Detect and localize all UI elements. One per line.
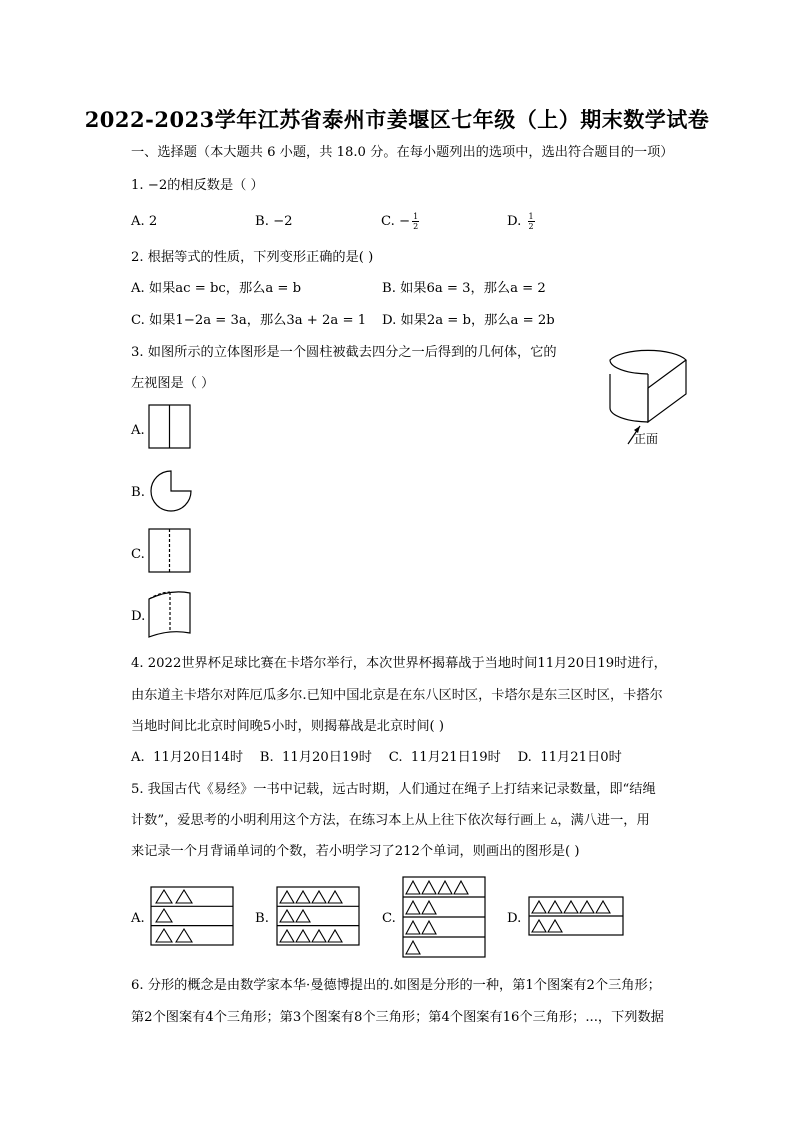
front-view-label: 正面 (634, 432, 659, 446)
q1-option-d (507, 212, 535, 232)
exam-title: 2022-2023学年江苏省泰州市姜堰区七年级（上）期末数学试卷 (84, 107, 710, 132)
q5-option-d-figure (528, 896, 626, 938)
q1-stem: 1. −2的相反数是（ ） (131, 178, 264, 193)
q4-stem-line1: 4. 2022世界杯足球比赛在卡塔尔举行，本次世界杯揭幕战于当地时间11月20日19时进行， (131, 656, 667, 671)
q3-option-a-label: A. (131, 423, 145, 438)
q5-option-c-label: C. (382, 911, 396, 926)
q3-option-b-label: B. (131, 485, 145, 500)
fraction-numerator: 1 (413, 212, 419, 221)
q4-options: A. 11月20日14时 B. 11月20日19时 C. 11月21日19时 D. 11月21日0时 (131, 750, 622, 765)
fraction-numerator: 1 (528, 212, 534, 221)
q3-option-c-label: C. (131, 547, 145, 562)
section-heading: 一、选择题（本大题共 6 小题，共 18.0 分。在每小题列出的选项中，选出符合题目的一项） (131, 145, 674, 160)
q1-option-c-label: C. − (381, 214, 411, 229)
q4-stem-line3: 当地时间比北京时间晚5小时，则揭幕战是北京时间( ) (131, 719, 444, 734)
q5-stem-line3: 来记录一个月背诵单词的个数，若小明学习了212个单词，则画出的图形是( ) (131, 844, 580, 859)
q2-option-d: D. 如果2a = b，那么a = 2b (382, 313, 555, 328)
q5-option-b-label: B. (255, 911, 269, 926)
q6-stem-line2: 第2个图案有4个三角形；第3个图案有8个三角形；第4个图案有16个三角形；...，下列数据 (131, 1010, 664, 1025)
q3-option-d-figure (146, 587, 196, 639)
q5-option-b-figure (276, 886, 362, 948)
q2-stem: 2. 根据等式的性质，下列变形正确的是( ) (131, 250, 374, 265)
q5-stem-line2: 计数”，爱思考的小明利用这个方法，在练习本上从上往下依次每行画上 ▵，满八进一，用 (131, 813, 650, 828)
q3-option-c-figure (148, 528, 192, 574)
q3-option-d-label: D. (131, 609, 146, 624)
q1-option-b: B. −2 (255, 214, 293, 229)
q1-option-c (381, 212, 419, 232)
q5-option-c-figure (402, 876, 488, 960)
q3-stem-line2: 左视图是（ ） (131, 376, 215, 391)
q2-option-c: C. 如果1−2a = 3a，那么3a + 2a = 1 (131, 313, 367, 328)
fraction (412, 212, 419, 231)
q3-stem-line1: 3. 如图所示的立体图形是一个圆柱被截去四分之一后得到的几何体，它的 (131, 345, 557, 360)
q6-stem-line1: 6. 分形的概念是由数学家本华·曼德博提出的.如图是分形的一种，第1个图案有2个三角形； (131, 978, 661, 993)
fraction-denominator: 2 (413, 222, 419, 231)
fraction-denominator: 2 (528, 222, 534, 231)
q1-option-a: A. 2 (131, 214, 158, 229)
q2-option-a: A. 如果ac = bc，那么a = b (131, 281, 302, 296)
q5-option-a-label: A. (131, 911, 145, 926)
q1-option-d-label: D. (507, 214, 526, 229)
q3-option-b-figure (147, 467, 195, 515)
q5-option-a-figure (150, 886, 236, 948)
q5-stem-line1: 5. 我国古代《易经》一书中记载，远古时期，人们通过在绳子上打结来记录数量，即“结绳 (131, 782, 656, 797)
fraction (528, 212, 535, 231)
q2-option-b: B. 如果6a = 3，那么a = 2 (382, 281, 546, 296)
q4-stem-line2: 由东道主卡塔尔对阵厄瓜多尔.已知中国北京是在东八区时区，卡塔尔是东三区时区，卡搭尔 (131, 688, 663, 703)
q3-option-a-figure (148, 404, 192, 450)
q5-option-d-label: D. (507, 911, 522, 926)
